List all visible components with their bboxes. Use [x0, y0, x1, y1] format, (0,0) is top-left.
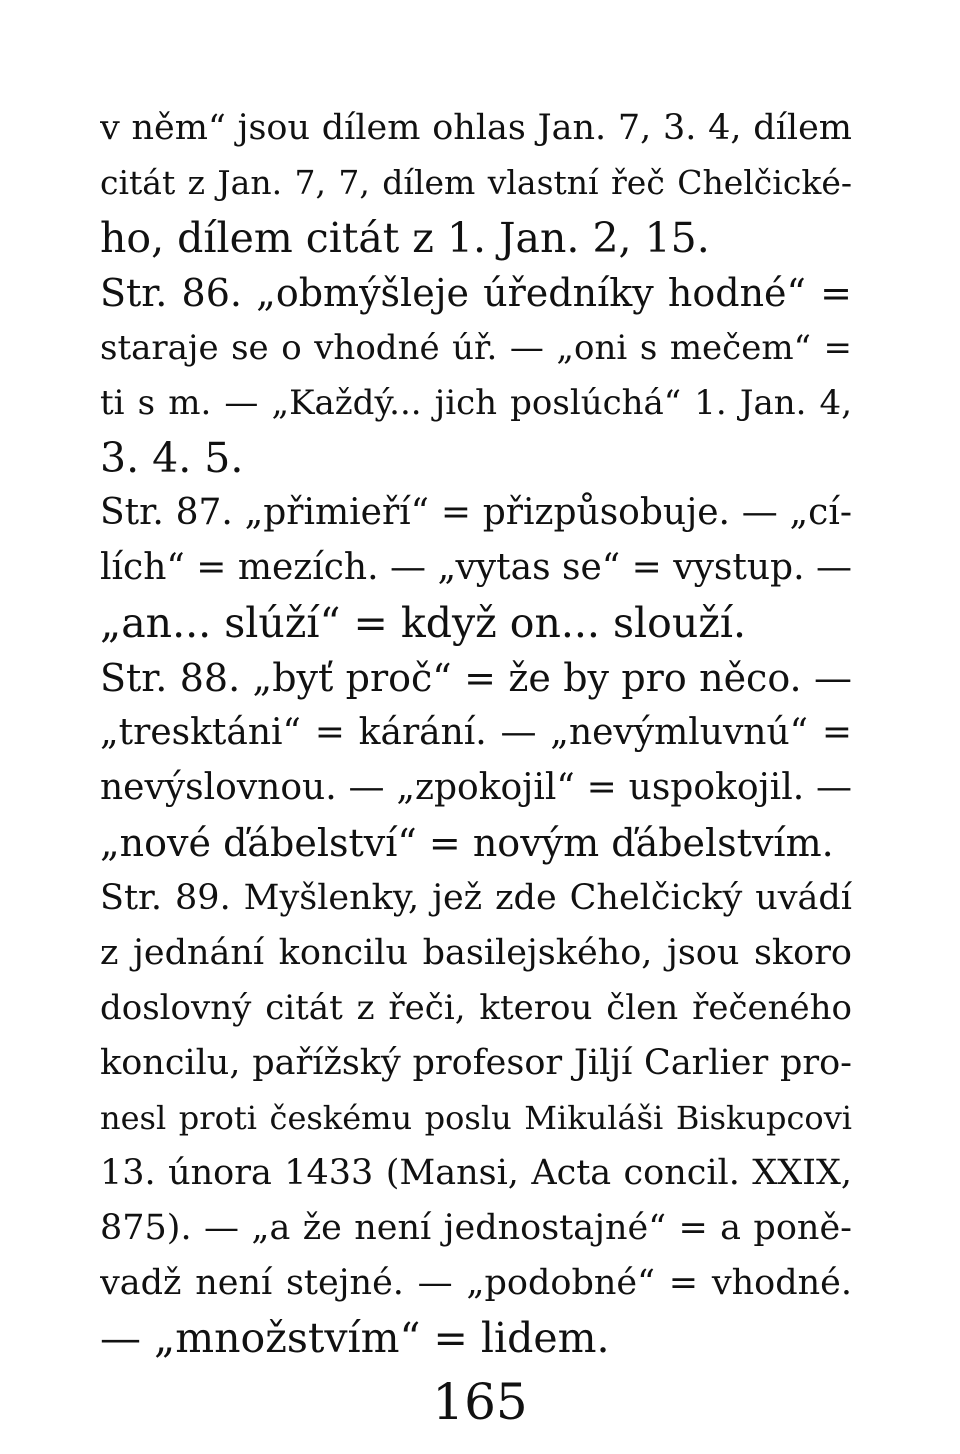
text-line-2: citát z Jan. 7, 7, dílem vlastní řeč Chelčické- — [100, 163, 852, 202]
text-line-5: staraje se o vhodné úř. — „oni s mečem“ = — [100, 328, 852, 368]
text-line-10: „an... slúží“ = když on... slouží. — [100, 599, 746, 647]
text-line-4: Str. 86. „obmýšleje úředníky hodné“ = — [100, 271, 852, 315]
text-line-17: doslovný citát z řeči, kterou člen řečeného — [100, 988, 852, 1028]
text-line-1: v něm“ jsou dílem ohlas Jan. 7, 3. 4, dílem — [100, 108, 852, 148]
text-line-7: 3. 4. 5. — [100, 434, 244, 482]
text-line-21: 875). — „a že není jednostajné“ = a poně- — [100, 1208, 852, 1248]
text-line-19: nesl proti českému poslu Mikuláši Biskupcovi — [100, 1099, 852, 1137]
text-line-23: — „množstvím“ = lidem. — [100, 1314, 610, 1362]
text-line-13: nevýslovnou. — „zpokojil“ = uspokojil. — — [100, 767, 852, 808]
text-line-12: „tresktáni“ = kárání. — „nevýmluvnú“ = — [100, 712, 852, 753]
text-line-18: koncilu, pařížský profesor Jiljí Carlier pro- — [100, 1043, 852, 1083]
text-line-11: Str. 88. „byť proč“ = že by pro něco. — — [100, 656, 852, 700]
text-line-14: „nové ďábelství“ = novým ďábelstvím. — [100, 821, 834, 865]
page-number: 165 — [432, 1373, 528, 1431]
text-line-20: 13. února 1433 (Mansi, Acta concil. XXIX, — [100, 1153, 852, 1193]
text-line-22: vadž není stejné. — „podobné“ = vhodné. — [100, 1263, 852, 1303]
text-line-15: Str. 89. Myšlenky, jež zde Chelčický uvádí — [100, 878, 852, 918]
text-line-6: ti s m. — „Každý... jich poslúchá“ 1. Jan. 4, — [100, 383, 852, 423]
text-line-16: z jednání koncilu basilejského, jsou skoro — [100, 933, 852, 973]
text-line-9: lích“ = mezích. — „vytas se“ = vystup. — — [100, 547, 852, 588]
text-line-8: Str. 87. „přimieří“ = přizpůsobuje. — „cí- — [100, 492, 852, 533]
text-line-3: ho, dílem citát z 1. Jan. 2, 15. — [100, 214, 710, 262]
